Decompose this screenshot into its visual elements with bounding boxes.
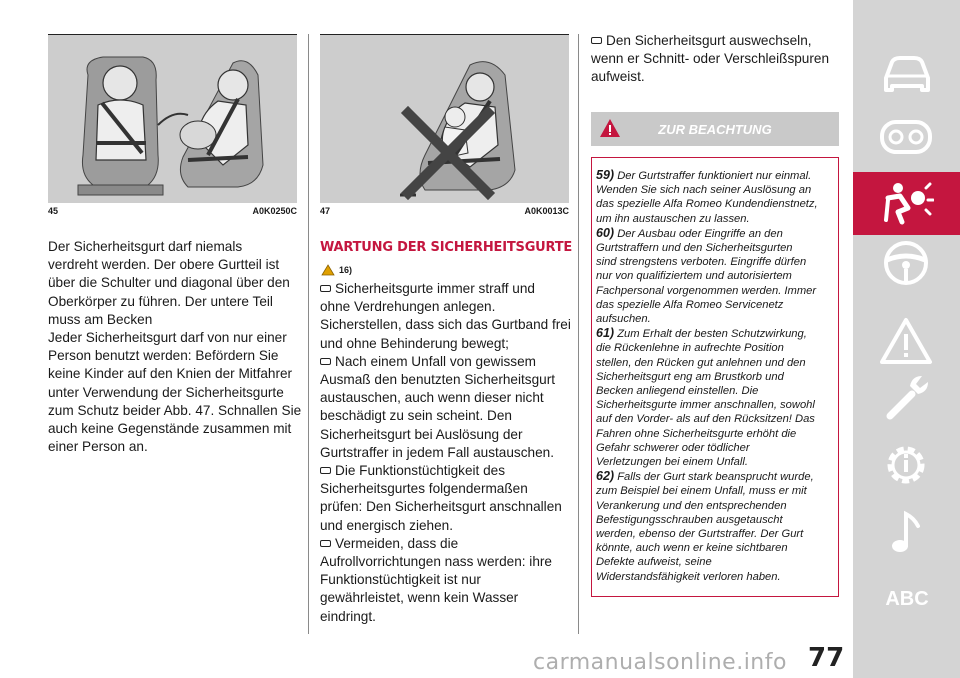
line-text: Den Sicherheitsgurt auswechseln, bbox=[606, 33, 812, 48]
column-3-text bbox=[591, 32, 846, 87]
warning-notes bbox=[596, 168, 836, 584]
note-text: Fachpersonal vorgenommen werden. Immer bbox=[596, 284, 817, 297]
line-text: über die Schulter und diagonal über den bbox=[48, 275, 290, 291]
warning-header bbox=[591, 112, 839, 146]
note-line bbox=[596, 555, 836, 569]
text-line bbox=[320, 426, 575, 444]
note-text: Verankerung und den entsprechenden bbox=[596, 499, 787, 512]
text-line bbox=[591, 50, 846, 68]
note-line bbox=[596, 269, 836, 283]
text-line bbox=[48, 329, 303, 347]
note-line bbox=[596, 241, 836, 255]
note-text: um ihn austauschen zu lassen. bbox=[596, 212, 750, 225]
note-line bbox=[596, 513, 836, 527]
text-line bbox=[320, 444, 575, 462]
note-text: das spezielle Alfa Romeo Servicenetz bbox=[596, 298, 784, 311]
line-text: Jeder Sicherheitsgurt darf von nur einer bbox=[48, 330, 287, 346]
column-divider-1 bbox=[308, 34, 309, 634]
line-text: einer Person an. bbox=[48, 439, 148, 455]
line-text: Nach einem Unfall von gewissem bbox=[335, 353, 536, 369]
figure-number: 47 bbox=[320, 206, 331, 216]
figure-code: A0K0013C bbox=[524, 206, 569, 216]
line-text: aufweist. bbox=[591, 69, 645, 85]
note-line bbox=[596, 341, 836, 355]
text-line bbox=[320, 407, 575, 425]
line-text: Aufrollvorrichtungen nass werden: ihre bbox=[320, 554, 552, 570]
music-note-icon[interactable] bbox=[878, 508, 934, 558]
seatbelt-illustration-45 bbox=[48, 35, 297, 203]
note-text: sind strengstens verboten. Eingriffe dürfen bbox=[596, 256, 807, 269]
text-line bbox=[320, 389, 575, 407]
line-text: eindringt. bbox=[320, 608, 376, 624]
car-icon[interactable] bbox=[878, 48, 934, 98]
text-line bbox=[320, 335, 575, 353]
note-text: die Rückenlehne in aufrechte Position bbox=[596, 342, 784, 355]
line-text: Ausmaß den benutzten Sicherheitsgurt bbox=[320, 372, 556, 388]
text-line bbox=[320, 353, 575, 371]
note-line bbox=[596, 398, 836, 412]
text-line bbox=[48, 347, 303, 365]
column-divider-2 bbox=[578, 34, 579, 634]
text-line bbox=[320, 316, 575, 334]
wrench-icon[interactable] bbox=[878, 372, 934, 422]
note-text: werden, ebenso der Gurtstraffer. Der Gurt bbox=[596, 528, 804, 541]
text-line bbox=[320, 517, 575, 535]
line-text: Sicherheitsgurt bei Auslösung der bbox=[320, 426, 523, 442]
note-line bbox=[596, 527, 836, 541]
line-text: keine Kinder auf den Knien der Mitfahrer bbox=[48, 366, 293, 382]
text-line bbox=[48, 311, 303, 329]
line-text: ohne Verdrehungen anlegen. bbox=[320, 299, 496, 315]
figure-number: 45 bbox=[48, 206, 59, 216]
note-text: Der Ausbau oder Eingriffe an den bbox=[617, 227, 783, 240]
line-text: Sicherheitsgurtes folgendermaßen bbox=[320, 481, 528, 497]
text-line bbox=[48, 274, 303, 292]
text-line bbox=[48, 256, 303, 274]
line-text: prüfen: Den Sicherheitsgurt anschnallen bbox=[320, 499, 562, 515]
note-text: könnte, auch wenn er keine sichtbaren bbox=[596, 542, 788, 555]
warning-title: ZUR BEACHTUNG bbox=[658, 122, 772, 137]
text-line bbox=[48, 402, 303, 420]
line-text: Sicherstellen, dass sich das Gurtband frei bbox=[320, 317, 571, 333]
note-line bbox=[596, 168, 836, 183]
text-line bbox=[320, 298, 575, 316]
note-line bbox=[596, 541, 836, 555]
note-line bbox=[596, 183, 836, 197]
line-text: muss am Becken bbox=[48, 311, 153, 327]
section-heading: WARTUNG DER SICHERHEITSGURTE bbox=[320, 240, 573, 255]
note-text: Fahren ohne Sicherheitsgurte erhöht die bbox=[596, 427, 797, 440]
abc-index-label[interactable]: ABC bbox=[885, 588, 929, 610]
line-text: verdreht werden. Der obere Gurtteil ist bbox=[48, 257, 280, 273]
note-text: Gefahr schwerer oder tödlicher bbox=[596, 441, 750, 454]
warning-ref-number: 16) bbox=[339, 265, 353, 275]
note-text: Der Gurtstraffer funktioniert nur einmal. bbox=[617, 170, 812, 182]
note-text: Befestigungsschrauben ausgetauscht bbox=[596, 513, 783, 526]
note-number: 61) bbox=[596, 326, 615, 341]
text-line bbox=[591, 32, 846, 50]
bullet-icon bbox=[320, 358, 331, 365]
note-line bbox=[596, 499, 836, 513]
note-text: stellen, den Rücken gut anlehnen und den bbox=[596, 356, 806, 369]
figure-47 bbox=[320, 34, 569, 203]
note-line bbox=[596, 570, 836, 584]
note-line bbox=[596, 441, 836, 455]
note-line bbox=[596, 356, 836, 370]
note-text: das spezielle Alfa Romeo Kundendienstnetz, bbox=[596, 198, 818, 211]
line-text: wenn er Schnitt- oder Verschleißspuren bbox=[591, 51, 830, 67]
note-line bbox=[596, 370, 836, 384]
steering-wheel-icon[interactable] bbox=[878, 238, 934, 288]
text-line bbox=[320, 462, 575, 480]
note-line bbox=[596, 384, 836, 398]
note-line bbox=[596, 298, 836, 312]
note-text: Defekte aufweist, seine bbox=[596, 556, 712, 569]
bullet-icon bbox=[591, 37, 602, 44]
line-text: zum Schutz beider Abb. 47. Schnallen Sie bbox=[48, 402, 302, 418]
note-text: Widerstandsfähigkeit verloren haben. bbox=[596, 570, 781, 583]
line-text: Die Funktionstüchtigkeit des bbox=[335, 463, 506, 479]
note-line bbox=[596, 226, 836, 241]
figure-45 bbox=[48, 34, 297, 203]
text-line bbox=[48, 293, 303, 311]
note-text: Becken anliegend einstellen. Die bbox=[596, 385, 759, 398]
note-text: Sicherheitsgurte immer anschnallen, sowohl bbox=[596, 399, 815, 412]
note-text: Falls der Gurt stark beansprucht wurde, bbox=[617, 471, 814, 484]
bullet-icon bbox=[320, 467, 331, 474]
note-line bbox=[596, 427, 836, 441]
text-line bbox=[48, 238, 303, 256]
note-line bbox=[596, 255, 836, 269]
note-number: 59) bbox=[596, 168, 615, 182]
note-number: 60) bbox=[596, 225, 615, 240]
figure-47-caption bbox=[320, 206, 569, 218]
text-line bbox=[320, 480, 575, 498]
line-text: Sicherheitsgurte immer straff und bbox=[335, 281, 535, 296]
text-line bbox=[48, 365, 303, 383]
line-text: Oberkörper zu führen. Der untere Teil bbox=[48, 293, 273, 309]
note-line bbox=[596, 469, 836, 484]
text-line bbox=[320, 371, 575, 389]
text-line bbox=[48, 438, 303, 456]
child-on-lap-illustration-47 bbox=[320, 35, 569, 203]
line-text: auch keine Gegenstände zusammen mit bbox=[48, 421, 292, 437]
note-line bbox=[596, 455, 836, 469]
note-line bbox=[596, 212, 836, 226]
note-text: Wenden Sie sich nach seiner Auslösung an bbox=[596, 184, 812, 197]
figure-code: A0K0250C bbox=[252, 206, 297, 216]
line-text: Gurtstraffer in jedem Fall austauschen. bbox=[320, 444, 554, 460]
note-number: 62) bbox=[596, 469, 615, 484]
text-line bbox=[320, 498, 575, 516]
note-line bbox=[596, 326, 836, 341]
line-text: Vermeiden, dass die bbox=[335, 535, 459, 551]
dashboard-icon[interactable] bbox=[878, 112, 934, 162]
page-number: 77 bbox=[808, 643, 845, 673]
text-line bbox=[320, 571, 575, 589]
line-text: Funktionstüchtigkeit ist nur bbox=[320, 572, 481, 588]
note-line bbox=[596, 284, 836, 298]
airbag-person-icon[interactable] bbox=[878, 178, 934, 228]
line-text: und energisch ziehen. bbox=[320, 517, 454, 533]
note-text: aufsuchen. bbox=[596, 313, 651, 326]
line-text: Person benutzt werden: Befördern Sie bbox=[48, 348, 279, 364]
note-line bbox=[596, 197, 836, 211]
text-line bbox=[48, 384, 303, 402]
line-text: austauschen, auch wenn dieser nicht bbox=[320, 390, 544, 406]
warning-triangle-icon[interactable] bbox=[878, 316, 934, 366]
figure-45-caption bbox=[48, 206, 297, 218]
text-line bbox=[320, 608, 575, 626]
column-1-text bbox=[48, 238, 303, 456]
text-line bbox=[48, 420, 303, 438]
line-text: beschädigt zu sein scheint. Den bbox=[320, 408, 512, 424]
note-line bbox=[596, 484, 836, 498]
note-text: Sicherheitsgurt eng am Brustkorb und bbox=[596, 370, 784, 383]
note-text: Zum Erhalt der besten Schutzwirkung, bbox=[617, 328, 807, 341]
note-text: nur von qualifiziertem und autorisiertem bbox=[596, 270, 792, 283]
warning-triangle-small-icon bbox=[321, 264, 335, 276]
bullet-icon bbox=[320, 540, 331, 547]
note-text: zum Beispiel bei einem Unfall, muss er mit bbox=[596, 485, 807, 498]
text-line bbox=[320, 535, 575, 553]
text-line bbox=[320, 280, 575, 298]
text-line bbox=[591, 68, 846, 86]
text-line bbox=[320, 589, 575, 607]
note-text: Verletzungen bei einem Unfall. bbox=[596, 456, 748, 469]
note-text: Gurtstraffern und den Sicherheitsgurten bbox=[596, 242, 793, 255]
note-line bbox=[596, 412, 836, 426]
line-text: Der Sicherheitsgurt darf niemals bbox=[48, 239, 243, 254]
bullet-icon bbox=[320, 285, 331, 292]
line-text: unter Verwendung der Sicherheitsgurte bbox=[48, 384, 284, 400]
gear-info-icon[interactable] bbox=[878, 440, 934, 490]
note-line bbox=[596, 312, 836, 326]
line-text: und ohne Behinderung bewegt; bbox=[320, 335, 509, 351]
note-text: auf den Vorder- als auf den Rücksitzen! Das bbox=[596, 413, 815, 426]
line-text: gewährleistet, wenn kein Wasser bbox=[320, 590, 519, 606]
text-line bbox=[320, 553, 575, 571]
watermark: carmanualsonline.info bbox=[533, 650, 787, 675]
column-2-text bbox=[320, 280, 575, 626]
